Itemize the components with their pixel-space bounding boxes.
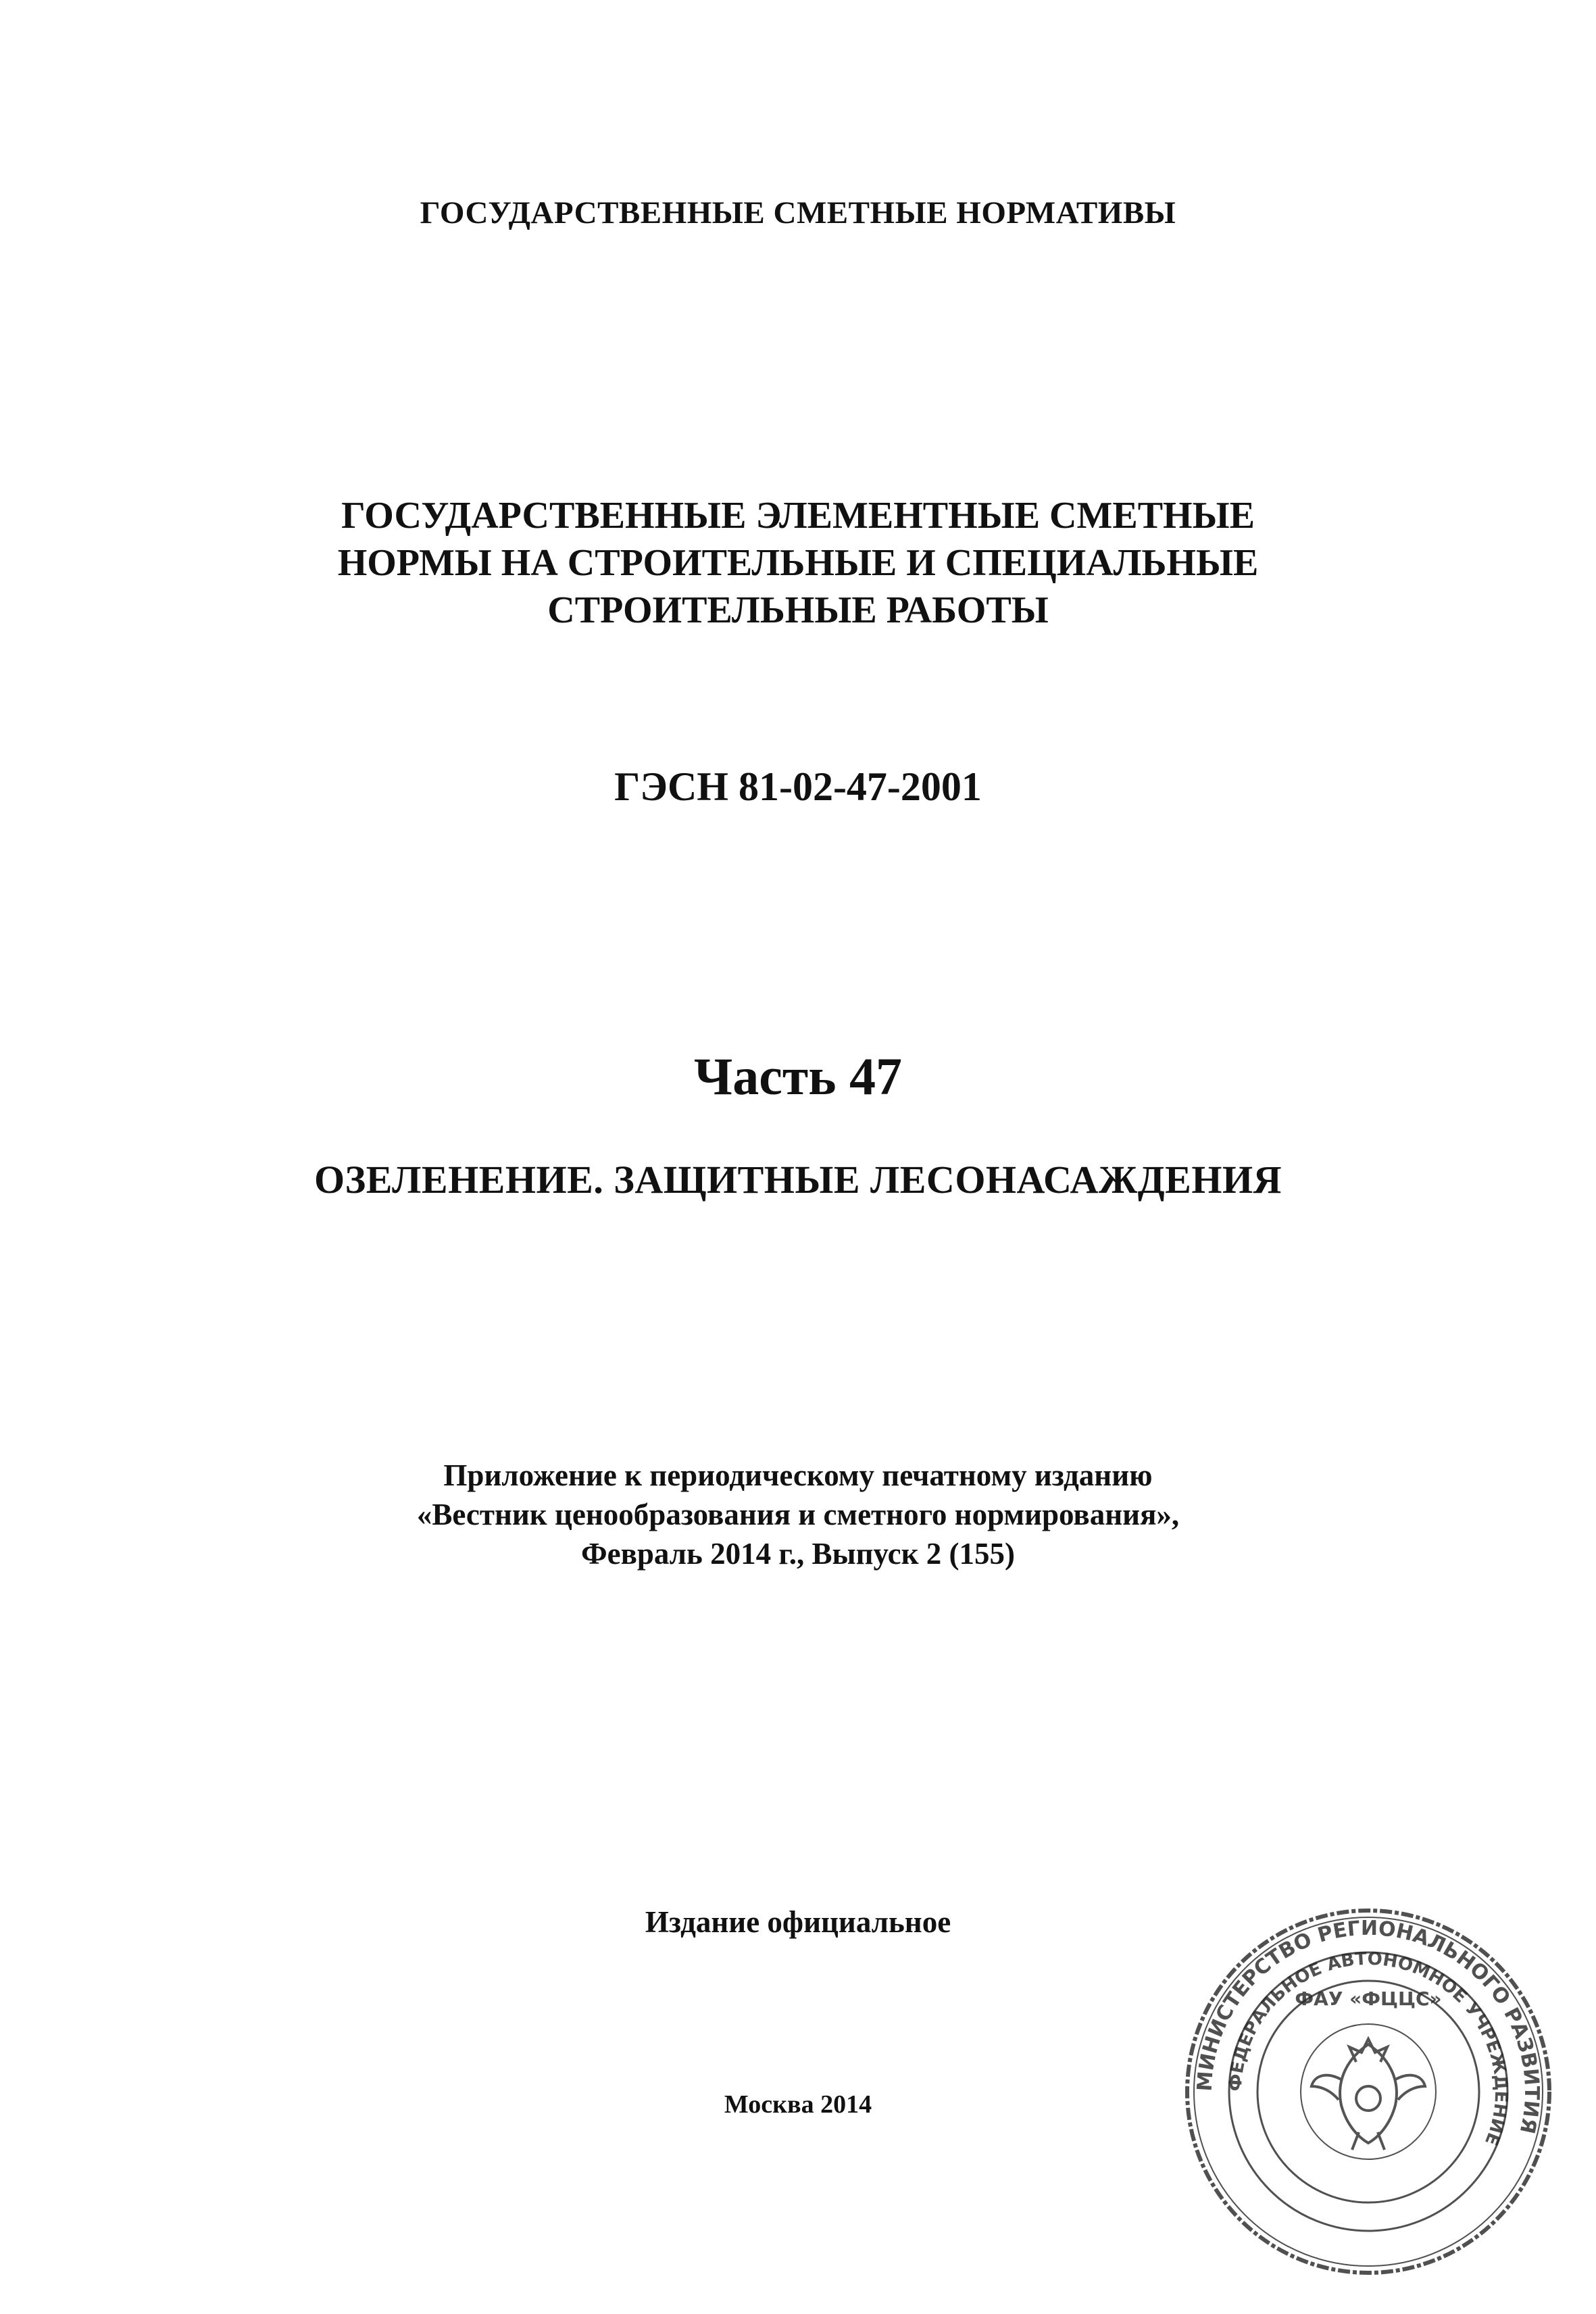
edition-label: Издание официальное [645, 1905, 951, 1939]
appendix-line-3: Февраль 2014 г., Выпуск 2 (155) [580, 1537, 1016, 1571]
document-title [0, 492, 1596, 634]
stamp-inner-text: ФАУ «ФЦЦС» [1295, 1988, 1442, 2010]
svg-text:ФЕДЕРАЛЬНОЕ АВТОНОМНОЕ УЧРЕЖДЕ [1226, 1949, 1512, 2148]
appendix-line-1: Приложение к периодическому печатному изданию [443, 1458, 1153, 1492]
title-line-1: ГОСУДАРСТВЕННЫЕ ЭЛЕМЕНТНЫЕ СМЕТНЫЕ [341, 495, 1255, 537]
appendix-note [0, 1456, 1596, 1573]
series-header: ГОСУДАРСТВЕННЫЕ СМЕТНЫЕ НОРМАТИВЫ [420, 195, 1176, 230]
stamp-middle-text: ФЕДЕРАЛЬНОЕ АВТОНОМНОЕ УЧРЕЖДЕНИЕ [1225, 1948, 1512, 2148]
part-name: ОЗЕЛЕНЕНИЕ. ЗАЩИТНЫЕ ЛЕСОНАСАЖДЕНИЯ [314, 1158, 1282, 1202]
title-line-3: СТРОИТЕЛЬНЫЕ РАБОТЫ [547, 589, 1049, 631]
document-code: ГЭСН 81-02-47-2001 [614, 764, 982, 809]
stamp-outer-text: МИНИСТЕРСТВО РЕГИОНАЛЬНОГО РАЗВИТИЯ [1193, 1916, 1544, 2136]
official-seal-icon [1179, 1902, 1557, 2281]
appendix-line-2: «Вестник ценообразования и сметного нормирования», [416, 1498, 1180, 1531]
city-year: Москва 2014 [724, 2090, 872, 2119]
part-number: Часть 47 [694, 1047, 902, 1106]
title-line-2: НОРМЫ НА СТРОИТЕЛЬНЫЕ И СПЕЦИАЛЬНЫЕ [337, 542, 1259, 584]
